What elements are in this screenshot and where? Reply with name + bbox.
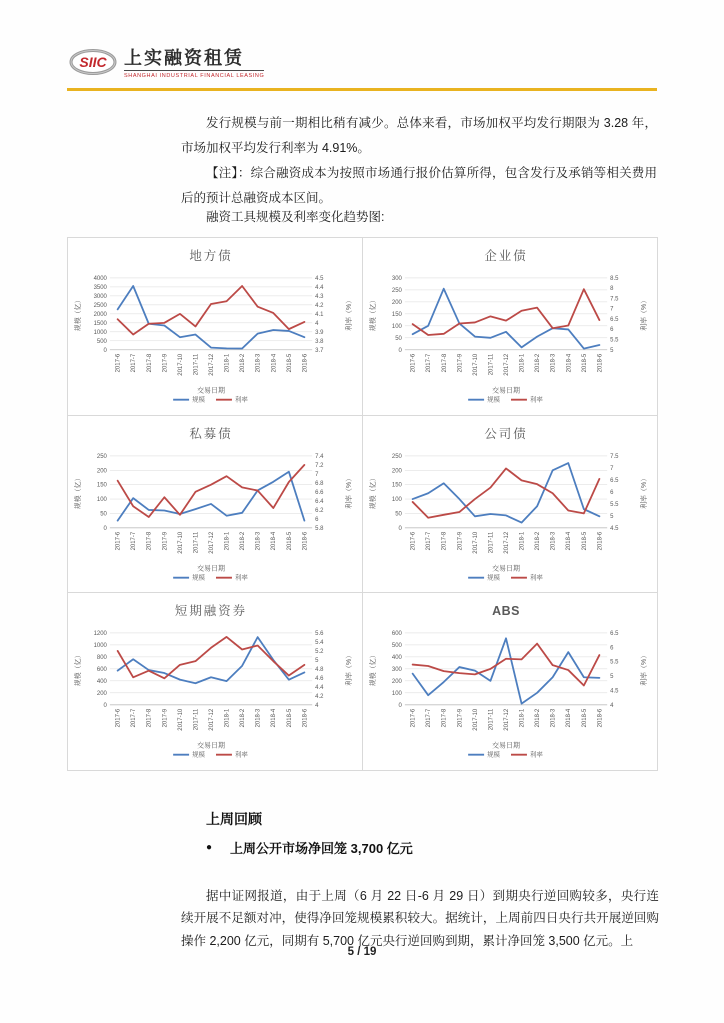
svg-text:100: 100 <box>391 323 402 330</box>
svg-text:2017-8: 2017-8 <box>146 531 153 551</box>
review-bullet-line <box>206 838 413 857</box>
svg-text:4.5: 4.5 <box>315 275 324 282</box>
svg-text:规模: 规模 <box>192 396 206 404</box>
svg-text:公司债: 公司债 <box>484 426 528 441</box>
svg-text:2018-4: 2018-4 <box>271 353 278 373</box>
svg-text:0: 0 <box>398 703 402 710</box>
svg-text:私募债: 私募债 <box>189 426 233 441</box>
svg-text:2017-7: 2017-7 <box>131 531 138 551</box>
svg-text:4.6: 4.6 <box>315 676 324 683</box>
svg-text:250: 250 <box>391 287 402 294</box>
svg-text:利率: 利率 <box>234 752 248 760</box>
svg-text:规模（亿）: 规模（亿） <box>74 474 82 509</box>
svg-text:2017-10: 2017-10 <box>472 353 479 376</box>
svg-text:0: 0 <box>103 347 107 354</box>
svg-text:2018-2: 2018-2 <box>535 531 542 551</box>
svg-text:利率（%）: 利率（%） <box>641 296 649 331</box>
svg-text:2018-4: 2018-4 <box>566 353 573 373</box>
svg-text:交易日期: 交易日期 <box>197 387 225 395</box>
svg-text:8.5: 8.5 <box>610 275 619 282</box>
svg-text:4.8: 4.8 <box>315 667 324 674</box>
svg-text:7.5: 7.5 <box>610 296 619 303</box>
svg-text:200: 200 <box>391 467 402 474</box>
svg-text:利率: 利率 <box>529 396 543 404</box>
svg-text:2017-11: 2017-11 <box>488 531 495 553</box>
svg-text:5.6: 5.6 <box>315 631 324 638</box>
svg-text:2018-4: 2018-4 <box>566 531 573 551</box>
svg-text:100: 100 <box>96 496 107 503</box>
svg-text:200: 200 <box>96 467 107 474</box>
company-logo <box>69 46 264 80</box>
svg-text:5.8: 5.8 <box>315 525 324 532</box>
svg-text:3.9: 3.9 <box>315 329 324 336</box>
short-term-financing-bill-chart-canvas <box>68 593 362 770</box>
svg-text:2017-10: 2017-10 <box>177 531 184 554</box>
svg-text:2017-12: 2017-12 <box>504 531 511 554</box>
svg-text:150: 150 <box>96 482 107 489</box>
svg-text:6: 6 <box>315 516 319 523</box>
svg-text:2017-9: 2017-9 <box>457 531 464 551</box>
svg-text:企业债: 企业债 <box>484 248 528 263</box>
svg-text:2017-12: 2017-12 <box>209 709 216 732</box>
siic-logo-text: SIIC <box>79 54 107 70</box>
svg-text:7: 7 <box>610 306 614 313</box>
chart-enterprise-bond <box>363 238 658 416</box>
svg-text:2017-9: 2017-9 <box>162 531 169 551</box>
svg-text:2017-9: 2017-9 <box>162 709 169 728</box>
svg-text:4: 4 <box>315 320 319 327</box>
svg-text:500: 500 <box>96 338 107 345</box>
logo-text-block <box>124 48 264 79</box>
svg-text:利率: 利率 <box>234 396 248 404</box>
svg-text:2017-11: 2017-11 <box>488 353 495 376</box>
svg-text:7: 7 <box>610 465 614 472</box>
svg-text:6: 6 <box>610 489 614 496</box>
svg-text:2017-10: 2017-10 <box>177 353 184 376</box>
svg-text:2018-1: 2018-1 <box>519 353 526 373</box>
svg-text:2018-5: 2018-5 <box>286 709 293 728</box>
svg-text:2017-8: 2017-8 <box>146 353 153 373</box>
svg-text:2017-6: 2017-6 <box>115 531 122 551</box>
chart-short-term-financing-bill <box>68 593 363 771</box>
svg-text:2017-7: 2017-7 <box>426 531 433 551</box>
intro-paragraph-2: 【注】：综合融资成本为按照市场通行报价估算所得，包含发行及承销等相关费用后的预计总融资成本区间。 <box>181 165 657 205</box>
chart-corporate-bond <box>363 416 658 594</box>
svg-text:1000: 1000 <box>93 643 107 650</box>
svg-text:6.5: 6.5 <box>610 631 619 638</box>
svg-text:5.2: 5.2 <box>315 649 324 656</box>
chart-abs <box>363 593 658 771</box>
charts-caption: 融资工具规模及利率变化趋势图: <box>206 210 385 224</box>
svg-text:规模（亿）: 规模（亿） <box>369 474 377 509</box>
review-bullet-text: 上周公开市场净回笼 3,700 亿元 <box>230 841 413 856</box>
svg-text:200: 200 <box>391 679 402 686</box>
svg-text:4.3: 4.3 <box>315 293 324 300</box>
company-name-cn: 上实融资租赁 <box>124 48 264 71</box>
svg-text:规模: 规模 <box>192 752 206 760</box>
svg-text:2018-2: 2018-2 <box>240 531 247 551</box>
svg-text:2018-6: 2018-6 <box>597 709 604 728</box>
svg-text:7: 7 <box>315 471 319 478</box>
svg-text:6.8: 6.8 <box>315 480 324 487</box>
svg-text:1500: 1500 <box>93 320 107 327</box>
svg-text:300: 300 <box>391 275 402 282</box>
svg-text:2018-5: 2018-5 <box>286 353 293 373</box>
svg-text:200: 200 <box>96 691 107 698</box>
svg-text:2018-4: 2018-4 <box>566 709 573 728</box>
svg-text:4.5: 4.5 <box>610 688 619 695</box>
bullet-icon: ● <box>206 842 213 853</box>
svg-text:2018-1: 2018-1 <box>519 709 526 728</box>
svg-text:利率（%）: 利率（%） <box>641 474 649 509</box>
svg-text:3500: 3500 <box>93 284 107 291</box>
svg-text:2018-6: 2018-6 <box>597 531 604 551</box>
review-paragraph: 据中证网报道，由于上周（6 月 22 日-6 月 29 日）到期央行逆回购较多，央行连续开展不足额对冲，使得净回笼规模累积较大。据统计，上周前四日央行共开展逆回购操作 2,200 亿元，同期有 5,700 亿元央行逆回购到期，累计净回笼 3,500 亿元。上 <box>181 888 659 948</box>
svg-text:300: 300 <box>391 667 402 674</box>
svg-text:2018-2: 2018-2 <box>535 353 542 373</box>
svg-text:1200: 1200 <box>93 631 107 638</box>
svg-text:交易日期: 交易日期 <box>492 387 520 395</box>
svg-text:0: 0 <box>398 347 402 354</box>
svg-text:2018-3: 2018-3 <box>255 353 262 373</box>
svg-text:2017-7: 2017-7 <box>131 709 138 728</box>
svg-text:6.2: 6.2 <box>315 507 324 514</box>
svg-text:4.4: 4.4 <box>315 284 324 291</box>
svg-text:4.2: 4.2 <box>315 302 324 309</box>
svg-text:2017-11: 2017-11 <box>488 709 495 731</box>
svg-text:100: 100 <box>391 496 402 503</box>
svg-text:规模（亿）: 规模（亿） <box>74 651 82 687</box>
svg-text:2017-11: 2017-11 <box>193 709 200 731</box>
svg-text:6.5: 6.5 <box>610 316 619 323</box>
svg-text:2017-12: 2017-12 <box>209 353 216 376</box>
svg-text:5: 5 <box>610 513 614 520</box>
svg-text:交易日期: 交易日期 <box>492 743 520 751</box>
svg-text:4.5: 4.5 <box>610 525 619 532</box>
svg-text:4.1: 4.1 <box>315 311 324 318</box>
svg-text:规模: 规模 <box>192 574 206 582</box>
svg-text:7.2: 7.2 <box>315 462 324 469</box>
svg-text:7.5: 7.5 <box>610 453 619 460</box>
svg-text:2018-6: 2018-6 <box>597 353 604 373</box>
svg-text:250: 250 <box>96 453 107 460</box>
svg-text:2017-9: 2017-9 <box>162 353 169 373</box>
svg-text:3.7: 3.7 <box>315 347 324 354</box>
private-placement-bond-chart-canvas <box>68 416 362 593</box>
charts-grid <box>67 237 658 771</box>
svg-text:2017-12: 2017-12 <box>504 709 511 732</box>
svg-text:利率: 利率 <box>529 574 543 582</box>
svg-text:50: 50 <box>395 511 402 518</box>
abs-chart-canvas <box>363 593 657 770</box>
svg-text:50: 50 <box>395 335 402 342</box>
company-name-en: SHANGHAI INDUSTRIAL FINANCIAL LEASING <box>124 73 265 79</box>
svg-text:2018-3: 2018-3 <box>550 353 557 373</box>
svg-text:2017-9: 2017-9 <box>457 709 464 728</box>
svg-text:150: 150 <box>391 311 402 318</box>
svg-text:2018-3: 2018-3 <box>255 531 262 551</box>
page-number: 5 / 19 <box>347 946 377 958</box>
svg-text:2018-2: 2018-2 <box>535 709 542 728</box>
svg-text:2017-6: 2017-6 <box>410 709 417 728</box>
svg-text:2017-6: 2017-6 <box>115 709 122 728</box>
svg-text:利率（%）: 利率（%） <box>641 652 649 687</box>
svg-text:ABS: ABS <box>492 604 520 619</box>
svg-text:2018-3: 2018-3 <box>550 709 557 728</box>
svg-text:1000: 1000 <box>93 329 107 336</box>
svg-text:2017-6: 2017-6 <box>410 531 417 551</box>
svg-text:200: 200 <box>391 299 402 306</box>
svg-text:2018-2: 2018-2 <box>240 353 247 373</box>
svg-text:地方债: 地方债 <box>189 248 233 263</box>
svg-text:2018-6: 2018-6 <box>302 531 309 551</box>
svg-text:2017-7: 2017-7 <box>426 709 433 728</box>
svg-text:5.5: 5.5 <box>610 501 619 508</box>
intro-paragraph-1: 发行规模与前一期相比稍有减少。总体来看，市场加权平均发行期限为 3.28 年，市场加权平均发行利率为 4.91%。 <box>181 115 657 155</box>
svg-text:4.4: 4.4 <box>315 685 324 692</box>
svg-text:6: 6 <box>610 327 614 334</box>
svg-text:50: 50 <box>100 511 107 518</box>
svg-text:规模（亿）: 规模（亿） <box>369 296 377 332</box>
svg-text:利率（%）: 利率（%） <box>346 474 354 509</box>
svg-text:规模（亿）: 规模（亿） <box>74 296 82 332</box>
svg-text:规模（亿）: 规模（亿） <box>369 651 377 687</box>
svg-text:交易日期: 交易日期 <box>197 743 225 751</box>
svg-text:4.2: 4.2 <box>315 694 324 701</box>
svg-text:5.5: 5.5 <box>610 659 619 666</box>
svg-text:2017-8: 2017-8 <box>441 353 448 373</box>
svg-text:2018-5: 2018-5 <box>581 353 588 373</box>
svg-text:2018-1: 2018-1 <box>224 531 231 551</box>
svg-text:600: 600 <box>96 667 107 674</box>
svg-text:5: 5 <box>315 658 319 665</box>
svg-text:2018-3: 2018-3 <box>550 531 557 551</box>
svg-text:3000: 3000 <box>93 293 107 300</box>
header-rule <box>67 88 657 91</box>
svg-text:利率（%）: 利率（%） <box>346 296 354 331</box>
svg-text:利率（%）: 利率（%） <box>346 652 354 687</box>
svg-text:500: 500 <box>391 643 402 650</box>
svg-text:2017-8: 2017-8 <box>146 709 153 728</box>
svg-text:利率: 利率 <box>529 752 543 760</box>
siic-logo-icon <box>69 46 117 80</box>
svg-text:2017-8: 2017-8 <box>441 531 448 551</box>
svg-text:2500: 2500 <box>93 302 107 309</box>
svg-text:2018-5: 2018-5 <box>581 531 588 551</box>
review-heading: 上周回顾 <box>206 810 262 827</box>
svg-text:6: 6 <box>610 645 614 652</box>
enterprise-bond-chart-canvas <box>363 238 657 415</box>
svg-text:2018-5: 2018-5 <box>286 531 293 551</box>
svg-text:4: 4 <box>315 703 319 710</box>
svg-text:150: 150 <box>391 482 402 489</box>
svg-text:7.4: 7.4 <box>315 453 324 460</box>
svg-text:5.4: 5.4 <box>315 640 324 647</box>
svg-text:2018-1: 2018-1 <box>224 353 231 373</box>
svg-text:6.6: 6.6 <box>315 489 324 496</box>
svg-text:5.5: 5.5 <box>610 337 619 344</box>
svg-text:2018-2: 2018-2 <box>240 709 247 728</box>
svg-text:100: 100 <box>391 691 402 698</box>
svg-text:0: 0 <box>103 525 107 532</box>
chart-local-government-bond <box>68 238 363 416</box>
svg-text:5: 5 <box>610 674 614 681</box>
svg-text:2017-10: 2017-10 <box>472 709 479 732</box>
svg-text:400: 400 <box>391 655 402 662</box>
svg-text:2018-1: 2018-1 <box>519 531 526 551</box>
svg-text:2000: 2000 <box>93 311 107 318</box>
svg-text:4000: 4000 <box>93 275 107 282</box>
svg-text:2018-3: 2018-3 <box>255 709 262 728</box>
svg-text:2018-4: 2018-4 <box>271 709 278 728</box>
svg-text:规模: 规模 <box>487 396 501 404</box>
local-government-bond-chart-canvas <box>68 238 362 415</box>
svg-text:2018-5: 2018-5 <box>581 709 588 728</box>
svg-text:短期融资券: 短期融资券 <box>174 604 248 619</box>
svg-text:3.8: 3.8 <box>315 338 324 345</box>
svg-text:规模: 规模 <box>487 574 501 582</box>
svg-text:2017-12: 2017-12 <box>504 353 511 376</box>
svg-text:0: 0 <box>398 525 402 532</box>
svg-text:800: 800 <box>96 655 107 662</box>
svg-text:400: 400 <box>96 679 107 686</box>
svg-text:2017-7: 2017-7 <box>131 353 138 373</box>
corporate-bond-chart-canvas <box>363 416 657 593</box>
svg-text:250: 250 <box>391 453 402 460</box>
svg-text:2017-11: 2017-11 <box>193 531 200 553</box>
svg-text:交易日期: 交易日期 <box>492 565 520 573</box>
svg-text:2017-11: 2017-11 <box>193 353 200 376</box>
svg-text:2017-12: 2017-12 <box>209 531 216 554</box>
svg-text:2017-8: 2017-8 <box>441 709 448 728</box>
svg-text:2018-6: 2018-6 <box>302 353 309 373</box>
svg-text:2017-6: 2017-6 <box>410 353 417 373</box>
svg-text:8: 8 <box>610 286 614 293</box>
svg-text:2018-1: 2018-1 <box>224 709 231 728</box>
svg-text:600: 600 <box>391 631 402 638</box>
svg-text:利率: 利率 <box>234 574 248 582</box>
svg-text:2018-4: 2018-4 <box>271 531 278 551</box>
svg-text:6.5: 6.5 <box>610 477 619 484</box>
svg-text:交易日期: 交易日期 <box>197 565 225 573</box>
svg-text:6.4: 6.4 <box>315 498 324 505</box>
svg-text:2017-10: 2017-10 <box>472 531 479 554</box>
svg-text:4: 4 <box>610 703 614 710</box>
svg-text:2018-6: 2018-6 <box>302 709 309 728</box>
svg-text:2017-7: 2017-7 <box>426 353 433 373</box>
chart-private-placement-bond <box>68 416 363 594</box>
svg-text:0: 0 <box>103 703 107 710</box>
svg-text:5: 5 <box>610 347 614 354</box>
svg-text:2017-6: 2017-6 <box>115 353 122 373</box>
svg-text:2017-9: 2017-9 <box>457 353 464 373</box>
svg-text:规模: 规模 <box>487 752 501 760</box>
svg-text:2017-10: 2017-10 <box>177 709 184 732</box>
